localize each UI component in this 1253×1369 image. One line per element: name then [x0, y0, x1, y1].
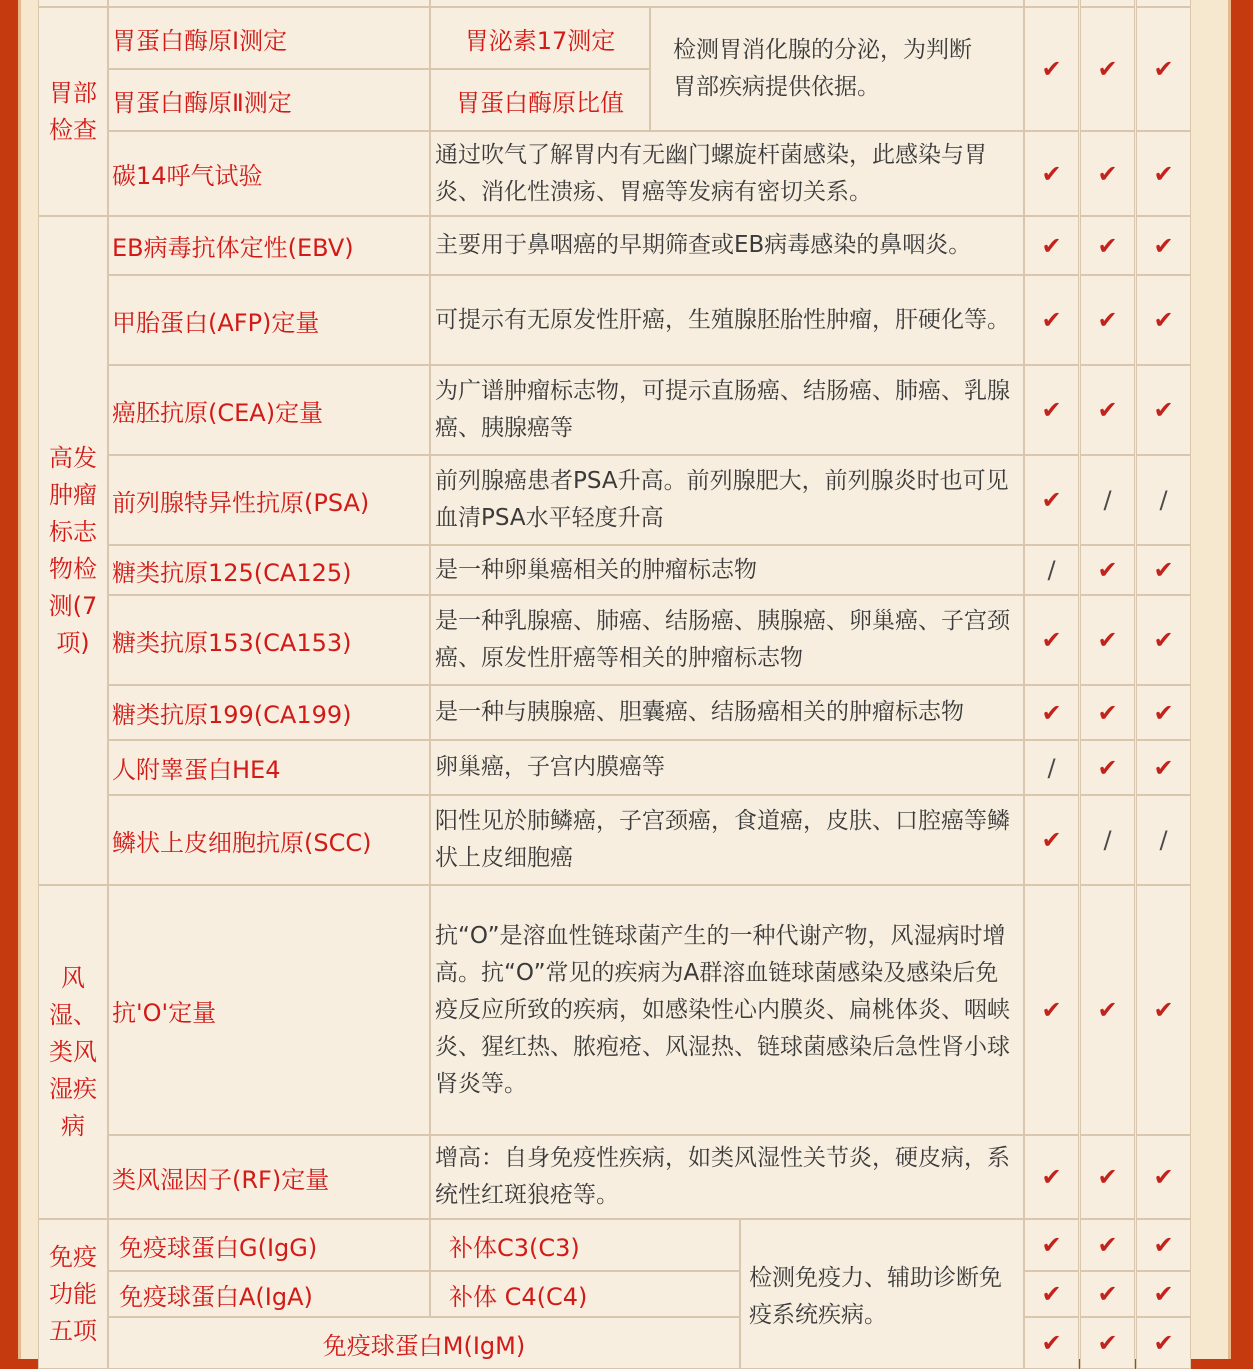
tumor-item-desc	[430, 455, 1024, 545]
c14-mark-3-text: ✔	[1153, 159, 1174, 188]
desc-c14-text: 通过吹气了解胃内有无幽门螺旋杆菌感染，此感染与胃炎、消化性溃疡、胃癌等发病有密切关系。	[435, 141, 987, 205]
tumor-item-7-mark-3	[1136, 740, 1191, 795]
category-stomach	[38, 7, 108, 216]
tumor-item-1-mark-3	[1136, 275, 1191, 365]
tumor-item-8-mark-2-text: /	[1103, 826, 1112, 854]
aso-mark-2-text: ✔	[1097, 996, 1118, 1024]
tumor-item-5-mark-2-text: ✔	[1097, 626, 1118, 654]
tumor-item-6-mark-2-text: ✔	[1097, 698, 1118, 727]
category-stomach-text: 胃部检查	[49, 78, 97, 144]
item-rf-text: 类风湿因子(RF)定量	[112, 1165, 330, 1194]
igm-mark-1	[1024, 1317, 1079, 1369]
c14-mark-2	[1080, 131, 1135, 216]
item-c14-text: 碳14呼气试验	[112, 162, 263, 190]
tumor-item-name-text: 糖类抗原199(CA199)	[112, 701, 352, 729]
tumor-item-name-text: 甲胎蛋白(AFP)定量	[112, 308, 320, 337]
tumor-item-desc-text: 是一种卵巢癌相关的肿瘤标志物	[435, 556, 757, 583]
tumor-item-4-mark-3-text: ✔	[1153, 556, 1174, 584]
tumor-item-desc-text: 主要用于鼻咽癌的早期筛查或EB病毒感染的鼻咽炎。	[435, 232, 972, 258]
top-row-mark-2	[1080, 0, 1135, 7]
tumor-item-desc	[430, 595, 1024, 685]
tumor-item-0-mark-1	[1024, 216, 1079, 275]
tumor-item-8-mark-3-text: /	[1159, 826, 1168, 854]
desc-rf	[430, 1135, 1024, 1219]
tumor-item-3-mark-1-text: ✔	[1041, 486, 1062, 514]
tumor-item-name-text: 癌胚抗原(CEA)定量	[112, 398, 324, 427]
c14-mark-2-text: ✔	[1097, 159, 1118, 188]
tumor-item-name-text: 鳞状上皮细胞抗原(SCC)	[112, 828, 372, 857]
category-immune	[38, 1219, 108, 1369]
iga-mark-3-text: ✔	[1153, 1280, 1174, 1308]
item-gastrin-17-text: 胃泌素17测定	[464, 26, 616, 55]
item-c4	[430, 1271, 740, 1317]
item-igg	[108, 1219, 430, 1271]
tumor-item-name	[108, 275, 430, 365]
tumor-item-desc-text: 前列腺癌患者PSA升高。前列腺肥大，前列腺炎时也可见血清PSA水平轻度升高	[435, 468, 1009, 531]
tumor-item-7-mark-1	[1024, 740, 1079, 795]
tumor-item-6-mark-3	[1136, 685, 1191, 740]
igg-mark-1	[1024, 1219, 1079, 1271]
iga-mark-2-text: ✔	[1097, 1280, 1118, 1308]
rf-mark-3-text: ✔	[1153, 1163, 1174, 1191]
tumor-item-2-mark-2-text: ✔	[1097, 396, 1118, 424]
desc-rf-text: 增高：自身免疫性疾病，如类风湿性关节炎，硬皮病，系统性红斑狼疮等。	[435, 1145, 1010, 1208]
tumor-item-3-mark-2-text: /	[1103, 486, 1112, 514]
desc-aso	[430, 885, 1024, 1135]
tumor-item-desc	[430, 795, 1024, 885]
tumor-item-desc	[430, 365, 1024, 455]
desc-pepsinogen-text: 检测胃消化腺的分泌，为判断胃部疾病提供依据。	[673, 37, 972, 100]
item-c3	[430, 1219, 740, 1271]
tumor-item-desc-text: 是一种乳腺癌、肺癌、结肠癌、胰腺癌、卵巢癌、子宫颈癌、原发性肝癌等相关的肿瘤标志物	[435, 608, 1010, 671]
tumor-item-8-mark-1-text: ✔	[1041, 826, 1062, 854]
tumor-item-desc-text: 卵巢癌，子宫内膜癌等	[435, 754, 665, 780]
tumor-item-0-mark-3-text: ✔	[1153, 231, 1174, 260]
pepsinogen-mark-2-text: ✔	[1097, 55, 1118, 83]
desc-c14	[430, 131, 1024, 216]
tumor-item-desc	[430, 685, 1024, 740]
tumor-item-desc	[430, 216, 1024, 275]
tumor-item-0-mark-2-text: ✔	[1097, 231, 1118, 260]
c14-mark-1-text: ✔	[1041, 159, 1062, 188]
tumor-item-0-mark-3	[1136, 216, 1191, 275]
pepsinogen-mark-1-text: ✔	[1041, 55, 1062, 83]
tumor-item-4-mark-1-text: /	[1047, 556, 1056, 584]
pepsinogen-mark-1	[1024, 7, 1079, 131]
tumor-item-6-mark-1	[1024, 685, 1079, 740]
tumor-item-name	[108, 216, 430, 275]
item-aso	[108, 885, 430, 1135]
tumor-item-desc	[430, 275, 1024, 365]
igg-mark-2-text: ✔	[1097, 1231, 1118, 1259]
tumor-item-3-mark-2	[1080, 455, 1135, 545]
tumor-item-4-mark-3	[1136, 545, 1191, 595]
desc-aso-text: 抗“O”是溶血性链球菌产生的一种代谢产物，风湿病时增高。抗“O”常见的疾病为A群溶血链球菌感染及感染后免疫反应所致的疾病，如感染性心内膜炎、扁桃体炎、咽峡炎、猩红热、脓疱疮、风湿热、链球菌感染后急性肾小球肾炎等。	[435, 922, 1010, 1097]
aso-mark-3	[1136, 885, 1191, 1135]
item-pepsinogen-ratio-text: 胃蛋白酶原比值	[456, 88, 624, 117]
desc-immune	[740, 1219, 1024, 1369]
tumor-item-1-mark-1	[1024, 275, 1079, 365]
tumor-item-name-text: 糖类抗原125(CA125)	[112, 558, 352, 587]
tumor-item-desc-text: 阳性见於肺鳞癌，子宫颈癌，食道癌，皮肤、口腔癌等鳞状上皮细胞癌	[435, 808, 1010, 871]
tumor-item-desc-text: 为广谱肿瘤标志物，可提示直肠癌、结肠癌、肺癌、乳腺癌、胰腺癌等	[435, 378, 1010, 441]
item-pepsinogen-2-text: 胃蛋白酶原Ⅱ测定	[112, 88, 292, 117]
tumor-item-desc	[430, 545, 1024, 595]
c14-mark-1	[1024, 131, 1079, 216]
top-row-name	[108, 0, 430, 7]
tumor-item-name	[108, 595, 430, 685]
tumor-item-4-mark-2-text: ✔	[1097, 556, 1118, 584]
category-tumor	[38, 216, 108, 885]
top-row-mark-1	[1024, 0, 1079, 7]
category-immune-text: 免疫功能五项	[49, 1242, 97, 1345]
tumor-item-name-text: EB病毒抗体定性(EBV)	[112, 234, 354, 262]
desc-pepsinogen	[650, 7, 1024, 131]
tumor-item-5-mark-3	[1136, 595, 1191, 685]
item-c3-text: 补体C3(C3)	[449, 1233, 580, 1262]
aso-mark-1-text: ✔	[1041, 996, 1062, 1024]
item-pepsinogen-1-text: 胃蛋白酶原Ⅰ测定	[112, 26, 288, 55]
tumor-item-6-mark-2	[1080, 685, 1135, 740]
tumor-item-7-mark-2	[1080, 740, 1135, 795]
tumor-item-2-mark-1-text: ✔	[1041, 396, 1062, 424]
tumor-item-3-mark-3-text: /	[1159, 486, 1168, 514]
tumor-item-6-mark-1-text: ✔	[1041, 698, 1062, 727]
igg-mark-2	[1080, 1219, 1135, 1271]
tumor-item-2-mark-3	[1136, 365, 1191, 455]
igm-mark-3	[1136, 1317, 1191, 1369]
category-rheum-text: 风湿、类风湿疾病	[49, 963, 97, 1140]
tumor-item-0-mark-2	[1080, 216, 1135, 275]
igm-mark-3-text: ✔	[1153, 1329, 1174, 1357]
tumor-item-2-mark-3-text: ✔	[1153, 396, 1174, 424]
tumor-item-7-mark-3-text: ✔	[1153, 753, 1174, 782]
igm-mark-1-text: ✔	[1041, 1329, 1062, 1357]
tumor-item-desc	[430, 740, 1024, 795]
tumor-item-name	[108, 685, 430, 740]
tumor-item-5-mark-1	[1024, 595, 1079, 685]
tumor-item-2-mark-2	[1080, 365, 1135, 455]
category-rheum	[38, 885, 108, 1219]
tumor-item-6-mark-3-text: ✔	[1153, 698, 1174, 727]
desc-immune-text: 检测免疫力、辅助诊断免疫系统疾病。	[749, 1265, 1002, 1328]
igg-mark-1-text: ✔	[1041, 1231, 1062, 1259]
top-row-cat	[38, 0, 108, 7]
iga-mark-2	[1080, 1271, 1135, 1317]
pepsinogen-mark-3	[1136, 7, 1191, 131]
item-rf	[108, 1135, 430, 1219]
tumor-item-2-mark-1	[1024, 365, 1079, 455]
pepsinogen-mark-2	[1080, 7, 1135, 131]
item-gastrin-17	[430, 7, 650, 69]
pepsinogen-mark-3-text: ✔	[1153, 55, 1174, 83]
aso-mark-2	[1080, 885, 1135, 1135]
tumor-item-4-mark-2	[1080, 545, 1135, 595]
item-iga	[108, 1271, 430, 1317]
rf-mark-2-text: ✔	[1097, 1163, 1118, 1191]
aso-mark-1	[1024, 885, 1079, 1135]
igg-mark-3	[1136, 1219, 1191, 1271]
tumor-item-name	[108, 545, 430, 595]
rf-mark-2	[1080, 1135, 1135, 1219]
category-tumor-text: 高发肿瘤标志物检测(7项)	[48, 443, 98, 657]
item-aso-text: 抗'O'定量	[112, 998, 217, 1027]
tumor-item-name	[108, 365, 430, 455]
item-c14	[108, 131, 430, 216]
top-row-mark-3	[1136, 0, 1191, 7]
tumor-item-desc-text: 可提示有无原发性肝癌，生殖腺胚胎性肿瘤，肝硬化等。	[435, 306, 1010, 333]
iga-mark-1	[1024, 1271, 1079, 1317]
tumor-item-8-mark-3	[1136, 795, 1191, 885]
tumor-item-name	[108, 795, 430, 885]
tumor-item-1-mark-1-text: ✔	[1041, 306, 1062, 334]
igg-mark-3-text: ✔	[1153, 1231, 1174, 1259]
tumor-item-0-mark-1-text: ✔	[1041, 231, 1062, 260]
tumor-item-5-mark-3-text: ✔	[1153, 626, 1174, 654]
tumor-item-desc-text: 是一种与胰腺癌、胆囊癌、结肠癌相关的肿瘤标志物	[435, 699, 964, 725]
iga-mark-1-text: ✔	[1041, 1280, 1062, 1308]
tumor-item-8-mark-2	[1080, 795, 1135, 885]
tumor-item-1-mark-2-text: ✔	[1097, 306, 1118, 334]
tumor-item-1-mark-3-text: ✔	[1153, 306, 1174, 334]
tumor-item-name-text: 人附睾蛋白HE4	[112, 756, 281, 784]
rf-mark-1	[1024, 1135, 1079, 1219]
tumor-item-name-text: 糖类抗原153(CA153)	[112, 628, 352, 657]
tumor-item-8-mark-1	[1024, 795, 1079, 885]
aso-mark-3-text: ✔	[1153, 996, 1174, 1024]
item-pepsinogen-1	[108, 7, 430, 69]
item-pepsinogen-2	[108, 69, 430, 131]
item-iga-text: 免疫球蛋白A(IgA)	[119, 1282, 313, 1311]
item-pepsinogen-ratio	[430, 69, 650, 131]
tumor-item-3-mark-1	[1024, 455, 1079, 545]
tumor-item-5-mark-2	[1080, 595, 1135, 685]
tumor-item-7-mark-2-text: ✔	[1097, 753, 1118, 782]
tumor-item-name-text: 前列腺特异性抗原(PSA)	[112, 488, 370, 517]
c14-mark-3	[1136, 131, 1191, 216]
rf-mark-1-text: ✔	[1041, 1163, 1062, 1191]
iga-mark-3	[1136, 1271, 1191, 1317]
rf-mark-3	[1136, 1135, 1191, 1219]
igm-mark-2	[1080, 1317, 1135, 1369]
top-row-desc	[430, 0, 1024, 7]
item-igm-text: 免疫球蛋白M(IgM)	[322, 1331, 526, 1360]
tumor-item-name	[108, 740, 430, 795]
tumor-item-1-mark-2	[1080, 275, 1135, 365]
item-c4-text: 补体 C4(C4)	[449, 1282, 588, 1311]
item-igm	[108, 1317, 740, 1369]
tumor-item-5-mark-1-text: ✔	[1041, 626, 1062, 654]
item-igg-text: 免疫球蛋白G(IgG)	[119, 1233, 318, 1262]
tumor-item-4-mark-1	[1024, 545, 1079, 595]
tumor-item-7-mark-1-text: /	[1047, 753, 1056, 782]
igm-mark-2-text: ✔	[1097, 1329, 1118, 1357]
tumor-item-name	[108, 455, 430, 545]
tumor-item-3-mark-3	[1136, 455, 1191, 545]
